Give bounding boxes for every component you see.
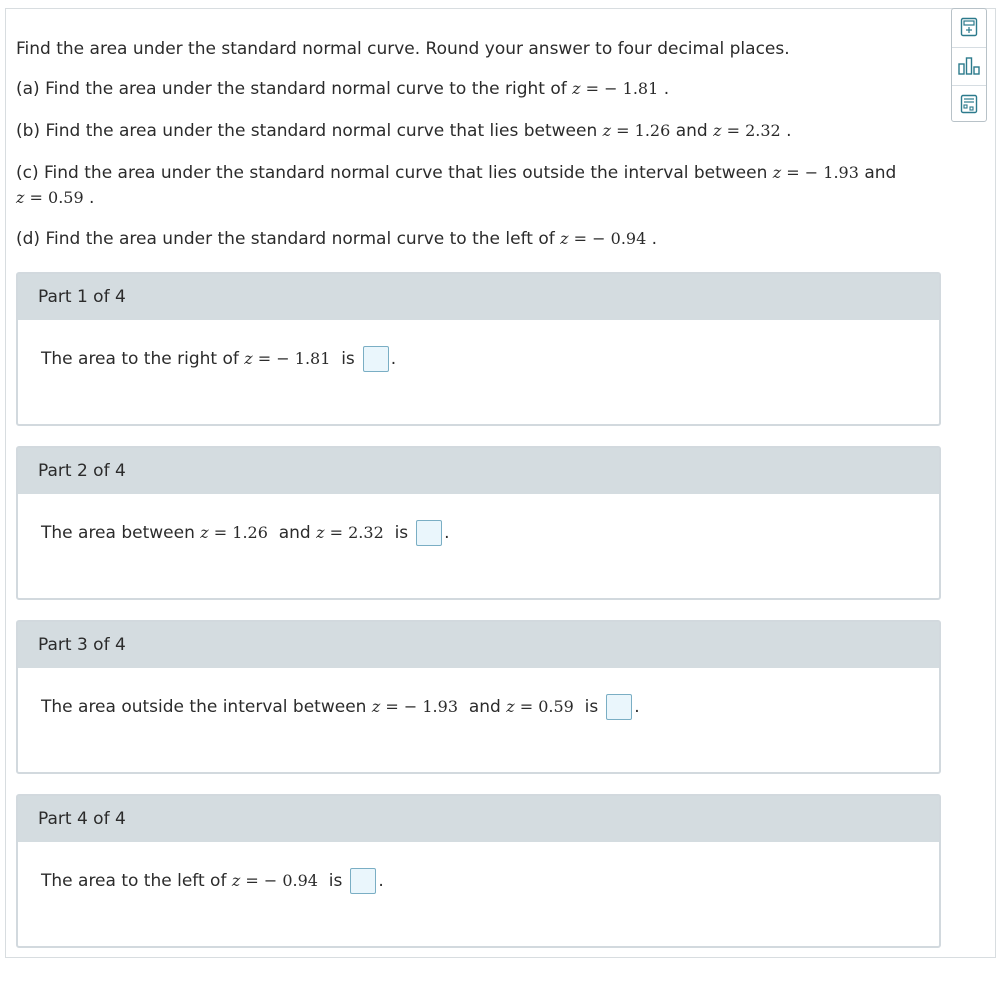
question-c-math-1 <box>773 163 859 182</box>
part-3-math-1 <box>372 696 458 718</box>
var-z: z <box>560 229 569 248</box>
part-3-text: The area outside the interval between <box>41 697 367 717</box>
part-1-math <box>244 348 330 370</box>
math-value: = 0.59 <box>514 697 574 716</box>
part-4-header: Part 4 of 4 <box>18 796 939 842</box>
math-value: = 1.26 <box>208 523 268 542</box>
question-b-math-1 <box>603 121 671 140</box>
part-4-math <box>232 870 318 892</box>
part-1-panel <box>16 272 941 426</box>
math-value: = − 1.93 <box>380 697 458 716</box>
question-intro: Find the area under the standard normal curve. Round your answer to four decimal places. <box>16 39 790 59</box>
math-value: = − 1.93 <box>781 163 859 182</box>
question-c-period: . <box>89 188 95 208</box>
part-3-math-2 <box>506 696 574 718</box>
question-a-period: . <box>663 79 670 99</box>
question-part-d <box>16 228 657 250</box>
question-c-text: (c) Find the area under the standard normal curve that lies outside the interval between <box>16 163 768 183</box>
part-1-text: The area to the right of <box>41 349 239 369</box>
var-z: z <box>506 697 515 716</box>
math-value: = − 0.94 <box>240 871 318 890</box>
var-z: z <box>244 349 253 368</box>
and-text: and <box>864 163 897 183</box>
tool-bar <box>951 8 987 122</box>
is-text: is <box>341 349 355 369</box>
var-z: z <box>572 79 581 98</box>
calculator-button[interactable] <box>952 9 986 45</box>
part-2-panel <box>16 446 941 600</box>
question-d-text: (d) Find the area under the standard normal curve to the left of <box>16 229 555 249</box>
var-z: z <box>713 121 722 140</box>
chart-button[interactable] <box>952 47 986 84</box>
and-text: and <box>278 523 311 543</box>
period: . <box>634 697 640 717</box>
math-value: = − 1.81 <box>252 349 331 368</box>
is-text: is <box>328 871 343 891</box>
part-2-body <box>41 520 450 546</box>
math-value: = 0.59 <box>24 188 84 207</box>
part-2-text: The area between <box>41 523 195 543</box>
math-value: = − 1.81 <box>580 79 659 98</box>
table-icon <box>960 94 978 114</box>
question-b-text: (b) Find the area under the standard normal curve that lies between <box>16 121 598 141</box>
question-a-math <box>572 79 658 98</box>
math-value: = 2.32 <box>721 121 781 140</box>
math-value: = 2.32 <box>324 523 384 542</box>
var-z: z <box>371 697 381 716</box>
period: . <box>444 523 450 543</box>
question-part-a <box>16 78 669 100</box>
part-3-header: Part 3 of 4 <box>18 622 939 668</box>
math-value: = 1.26 <box>611 121 671 140</box>
question-d-math <box>560 229 646 248</box>
question-b-math-2 <box>713 121 781 140</box>
question-d-period: . <box>651 229 658 249</box>
calculator-icon <box>960 17 978 37</box>
part-3-answer-input[interactable] <box>606 694 632 720</box>
and-text: and <box>675 121 708 141</box>
part-2-math-1 <box>200 522 268 544</box>
var-z: z <box>200 523 209 542</box>
and-text: and <box>468 697 501 717</box>
part-2-header: Part 2 of 4 <box>18 448 939 494</box>
period: . <box>378 871 384 891</box>
table-button[interactable] <box>952 85 986 122</box>
period: . <box>390 349 397 369</box>
part-4-body <box>41 868 384 894</box>
part-1-body <box>41 346 396 372</box>
part-2-answer-input[interactable] <box>416 520 442 546</box>
part-4-text: The area to the left of <box>41 871 227 891</box>
is-text: is <box>584 697 599 717</box>
var-z: z <box>772 163 782 182</box>
part-1-answer-input[interactable] <box>363 346 389 372</box>
question-part-b <box>16 120 792 142</box>
var-z: z <box>602 121 612 140</box>
question-c-math-2 <box>16 188 84 207</box>
question-a-text: (a) Find the area under the standard normal curve to the right of <box>16 79 567 99</box>
math-value: = − 0.94 <box>568 229 647 248</box>
part-1-header: Part 1 of 4 <box>18 274 939 320</box>
var-z: z <box>231 871 241 890</box>
part-3-panel <box>16 620 941 774</box>
var-z: z <box>16 188 25 207</box>
question-part-c-line2 <box>16 187 94 209</box>
var-z: z <box>316 523 325 542</box>
chart-icon <box>957 56 981 76</box>
part-4-panel <box>16 794 941 948</box>
part-4-answer-input[interactable] <box>350 868 376 894</box>
question-b-period: . <box>786 121 792 141</box>
part-3-body <box>41 694 640 720</box>
part-2-math-2 <box>316 522 384 544</box>
question-part-c-line1 <box>16 162 896 184</box>
is-text: is <box>394 523 409 543</box>
